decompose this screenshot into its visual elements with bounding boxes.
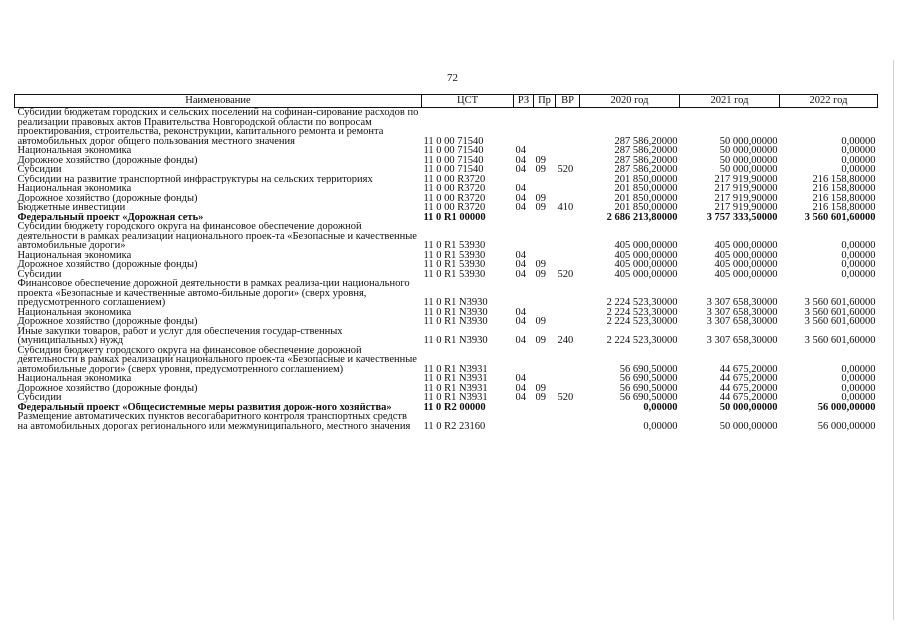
row-2021: 44 675,20000 [719, 383, 778, 393]
row-2021: 44 675,20000 [719, 393, 778, 403]
row-cst: 11 0 00 71540 [423, 165, 484, 175]
row-rz: 04 [515, 374, 526, 384]
row-2021: 50 000,00000 [719, 135, 778, 146]
row-cst: 11 0 R1 53930 [423, 250, 486, 260]
row-pr [534, 279, 556, 308]
row-2022: 0,00000 [841, 165, 876, 175]
row-vr [556, 108, 580, 147]
row-2020: 405 000,00000 [614, 240, 678, 251]
page-number: 72 [447, 72, 458, 84]
row-2022: 3 560 601,60000 [804, 335, 876, 346]
header-rz: РЗ [514, 95, 534, 108]
row-rz [514, 222, 534, 251]
row-2022: 216 158,80000 [812, 174, 876, 184]
row-2022: 0,00000 [841, 269, 876, 279]
row-name: Дорожное хозяйство (дорожные фонды) [17, 193, 198, 203]
table-row [15, 184, 878, 194]
row-cst: 11 0 R1 N3930 [423, 335, 488, 346]
row-vr [556, 346, 580, 375]
row-vr [556, 194, 580, 204]
row-2020: 2 224 523,30000 [606, 307, 678, 317]
table-row [15, 260, 878, 270]
row-cst: 11 0 00 R3720 [423, 174, 486, 184]
row-2020: 405 000,00000 [614, 250, 678, 260]
row-pr [534, 222, 556, 251]
table-row [15, 412, 878, 431]
row-vr: 410 [557, 203, 574, 213]
table-row [15, 270, 878, 280]
row-name: Иные закупки товаров, работ и услуг для обеспечения государ-ственных (муниципальных) нужд [17, 326, 343, 346]
row-name: Дорожное хозяйство (дорожные фонды) [17, 383, 198, 393]
row-2021: 3 307 658,30000 [706, 335, 778, 346]
header-pr: Пр [534, 95, 556, 108]
row-2020: 0,00000 [643, 420, 678, 431]
row-vr [556, 384, 580, 394]
table-row [15, 308, 878, 318]
row-vr [556, 279, 580, 308]
header-2022: 2022 год [780, 95, 878, 108]
table-row [15, 203, 878, 213]
table-row [15, 156, 878, 166]
row-rz: 04 [515, 193, 526, 203]
row-rz: 04 [515, 203, 526, 213]
row-rz: 04 [515, 269, 526, 279]
row-2022: 56 000,00000 [817, 420, 876, 431]
row-name: Дорожное хозяйство (дорожные фонды) [17, 155, 198, 165]
row-cst: 11 0 00 71540 [423, 135, 484, 146]
table-row [15, 346, 878, 375]
row-pr: 09 [535, 335, 546, 346]
row-rz: 04 [515, 250, 526, 260]
row-2020: 405 000,00000 [614, 269, 678, 279]
table-row [15, 146, 878, 156]
row-vr [556, 412, 580, 431]
row-2022: 0,00000 [841, 260, 876, 270]
row-cst: 11 0 R1 53930 [423, 269, 486, 279]
budget-table [14, 94, 878, 431]
row-2020: 2 224 523,30000 [606, 335, 678, 346]
row-2021: 405 000,00000 [714, 260, 778, 270]
row-vr [556, 260, 580, 270]
row-vr [556, 156, 580, 166]
row-vr [556, 184, 580, 194]
row-cst: 11 0 R1 00000 [423, 212, 486, 222]
row-pr [534, 213, 556, 223]
row-2021: 405 000,00000 [714, 240, 778, 251]
row-rz [514, 175, 534, 185]
row-pr [534, 108, 556, 147]
row-name: Национальная экономика [17, 146, 132, 156]
row-cst: 11 0 R1 N3931 [423, 383, 488, 393]
row-2020: 201 850,00000 [614, 193, 678, 203]
row-2021: 44 675,20000 [719, 363, 778, 374]
row-pr [534, 346, 556, 375]
row-2021: 3 307 658,30000 [706, 317, 778, 327]
row-vr: 520 [557, 393, 574, 403]
row-2021: 50 000,00000 [719, 420, 778, 431]
row-name: Субсидии бюджетам городских и сельских поселений на софинан-сирование расходов по реализации правовых актов Правительства Новгородской области по вопросам проектирования, строительства, реконструкции, капитального ремонта и ремонта автомобильных дорог общего пользования местного значения [17, 107, 419, 146]
scan-edge-mark [893, 60, 894, 620]
row-cst: 11 0 R2 23160 [423, 420, 486, 431]
row-cst: 11 0 00 71540 [423, 146, 484, 156]
table-row [15, 175, 878, 185]
row-2022: 0,00000 [841, 250, 876, 260]
row-vr [556, 146, 580, 156]
row-vr [556, 403, 580, 413]
row-name: Дорожное хозяйство (дорожные фонды) [17, 260, 198, 270]
row-2022: 0,00000 [841, 155, 876, 165]
row-pr [534, 308, 556, 318]
row-pr [534, 175, 556, 185]
row-name: Национальная экономика [17, 184, 132, 194]
row-rz [514, 279, 534, 308]
row-2022: 216 158,80000 [812, 203, 876, 213]
row-vr [556, 317, 580, 327]
row-2021: 405 000,00000 [714, 269, 778, 279]
row-name: Национальная экономика [17, 374, 132, 384]
row-rz: 04 [515, 146, 526, 156]
row-rz: 04 [515, 335, 526, 346]
row-cst: 11 0 00 R3720 [423, 203, 486, 213]
row-2022: 0,00000 [841, 363, 876, 374]
row-cst: 11 0 R2 00000 [423, 402, 486, 412]
header-vr: ВР [556, 95, 580, 108]
row-2022: 0,00000 [841, 240, 876, 251]
row-rz: 04 [515, 155, 526, 165]
row-name: Субсидии [17, 165, 62, 175]
row-rz [514, 213, 534, 223]
row-name: Субсидии [17, 393, 62, 403]
row-2022: 0,00000 [841, 146, 876, 156]
row-name: Федеральный проект «Общесистемные меры развития дорож-ного хозяйства» [17, 402, 392, 412]
row-pr: 09 [535, 393, 546, 403]
row-2021: 50 000,00000 [719, 155, 778, 165]
row-cst: 11 0 00 71540 [423, 155, 484, 165]
row-name: Национальная экономика [17, 250, 132, 260]
row-2020: 201 850,00000 [614, 184, 678, 194]
row-2022: 0,00000 [841, 393, 876, 403]
row-2020: 287 586,20000 [614, 155, 678, 165]
row-pr [534, 412, 556, 431]
row-pr [534, 146, 556, 156]
row-name: Субсидии бюджету городского округа на финансовое обеспечение дорожной деятельности в рамках реализации национального проек-та «Безопасные и качественные автомобильные дороги» (сверх уровня, предусмотренного соглашением) [17, 345, 417, 374]
row-name: Дорожное хозяйство (дорожные фонды) [17, 317, 198, 327]
row-2020: 2 224 523,30000 [606, 317, 678, 327]
row-2020: 56 690,50000 [619, 393, 678, 403]
row-rz: 04 [515, 260, 526, 270]
table-row [15, 317, 878, 327]
row-vr: 520 [557, 165, 574, 175]
row-cst: 11 0 R1 N3930 [423, 317, 488, 327]
row-name: Национальная экономика [17, 307, 132, 317]
row-cst: 11 0 R1 N3930 [423, 297, 488, 308]
table-row [15, 251, 878, 261]
row-2020: 287 586,20000 [614, 146, 678, 156]
row-rz: 04 [515, 393, 526, 403]
table-row [15, 165, 878, 175]
row-rz [514, 108, 534, 147]
row-2020: 2 686 213,80000 [606, 212, 678, 222]
row-pr: 09 [535, 317, 546, 327]
row-pr: 09 [535, 260, 546, 270]
row-2022: 56 000,00000 [817, 402, 876, 412]
row-2022: 216 158,80000 [812, 193, 876, 203]
row-2020: 201 850,00000 [614, 203, 678, 213]
header-name: Наименование [15, 95, 422, 108]
row-2021: 50 000,00000 [719, 165, 778, 175]
row-2021: 217 919,90000 [714, 184, 778, 194]
row-pr [534, 184, 556, 194]
row-2020: 405 000,00000 [614, 260, 678, 270]
row-cst: 11 0 R1 N3931 [423, 363, 488, 374]
row-rz: 04 [515, 307, 526, 317]
row-2020: 287 586,20000 [614, 135, 678, 146]
row-pr [534, 374, 556, 384]
row-vr [556, 213, 580, 223]
row-cst: 11 0 00 R3720 [423, 184, 486, 194]
table-row [15, 222, 878, 251]
row-2022: 3 560 601,60000 [804, 307, 876, 317]
row-name: Бюджетные инвестиции [17, 203, 126, 213]
row-rz: 04 [515, 184, 526, 194]
row-2020: 0,00000 [643, 402, 678, 412]
row-cst: 11 0 R1 53930 [423, 240, 486, 251]
row-2021: 3 757 333,50000 [706, 212, 778, 222]
row-2022: 3 560 601,60000 [804, 317, 876, 327]
row-pr: 09 [535, 383, 546, 393]
row-pr: 09 [535, 203, 546, 213]
row-name: Размещение автоматических пунктов весогабаритного контроля транспортных средств на автомобильных дорогах регионального или межмуниципального, местного значения [17, 412, 411, 431]
row-pr: 09 [535, 193, 546, 203]
row-2022: 0,00000 [841, 374, 876, 384]
row-name: Субсидии [17, 269, 62, 279]
row-2020: 56 690,50000 [619, 363, 678, 374]
table-row [15, 279, 878, 308]
row-rz [514, 412, 534, 431]
row-rz [514, 403, 534, 413]
row-2021: 50 000,00000 [719, 402, 778, 412]
table-row [15, 108, 878, 147]
row-cst: 11 0 00 R3720 [423, 193, 486, 203]
row-2021: 217 919,90000 [714, 174, 778, 184]
row-name: Финансовое обеспечение дорожной деятельности в рамках реализа-ции национального проекта «Безопасные и качественные автомо-бильные дороги» (сверх уровня, предусмотренного соглашением) [17, 279, 410, 308]
row-2021: 405 000,00000 [714, 250, 778, 260]
row-2020: 287 586,20000 [614, 165, 678, 175]
row-vr: 240 [557, 335, 574, 346]
row-rz: 04 [515, 317, 526, 327]
row-2020: 2 224 523,30000 [606, 297, 678, 308]
row-rz: 04 [515, 383, 526, 393]
row-2021: 3 307 658,30000 [706, 297, 778, 308]
row-cst: 11 0 R1 N3931 [423, 393, 488, 403]
row-cst: 11 0 R1 N3930 [423, 307, 488, 317]
row-vr [556, 374, 580, 384]
header-cst: ЦСТ [422, 95, 514, 108]
row-pr [534, 403, 556, 413]
row-2021: 217 919,90000 [714, 193, 778, 203]
row-2020: 201 850,00000 [614, 174, 678, 184]
row-2021: 217 919,90000 [714, 203, 778, 213]
row-name: Федеральный проект «Дорожная сеть» [17, 212, 204, 222]
table-row [15, 384, 878, 394]
table-row [15, 327, 878, 346]
row-2022: 0,00000 [841, 383, 876, 393]
row-name: Субсидии на развитие транспортной инфраструктуры на сельских территориях [17, 174, 373, 184]
row-2021: 44 675,20000 [719, 374, 778, 384]
row-pr: 09 [535, 165, 546, 175]
row-pr: 09 [535, 155, 546, 165]
row-cst: 11 0 R1 53930 [423, 260, 486, 270]
row-2020: 56 690,50000 [619, 374, 678, 384]
row-2022: 3 560 601,60000 [804, 297, 876, 308]
row-2022: 216 158,80000 [812, 184, 876, 194]
row-2022: 0,00000 [841, 135, 876, 146]
row-vr [556, 308, 580, 318]
row-vr: 520 [557, 269, 574, 279]
row-pr: 09 [535, 269, 546, 279]
row-name: Субсидии бюджету городского округа на финансовое обеспечение дорожной деятельности в рамках реализации национального проек-та «Безопасные и качественные автомобильные дороги» [17, 222, 417, 251]
row-rz: 04 [515, 165, 526, 175]
row-2021: 3 307 658,30000 [706, 307, 778, 317]
table-header-row [15, 95, 878, 108]
table-row [15, 194, 878, 204]
row-pr [534, 251, 556, 261]
table-row [15, 393, 878, 403]
row-2021: 50 000,00000 [719, 146, 778, 156]
table-body [15, 108, 878, 432]
row-vr [556, 251, 580, 261]
header-2020: 2020 год [580, 95, 680, 108]
row-cst: 11 0 R1 N3931 [423, 374, 488, 384]
row-2020: 56 690,50000 [619, 383, 678, 393]
row-2022: 3 560 601,60000 [804, 212, 876, 222]
row-rz [514, 346, 534, 375]
row-vr [556, 222, 580, 251]
table-row [15, 213, 878, 223]
row-vr [556, 175, 580, 185]
table-row [15, 374, 878, 384]
header-2021: 2021 год [680, 95, 780, 108]
table-row [15, 403, 878, 413]
